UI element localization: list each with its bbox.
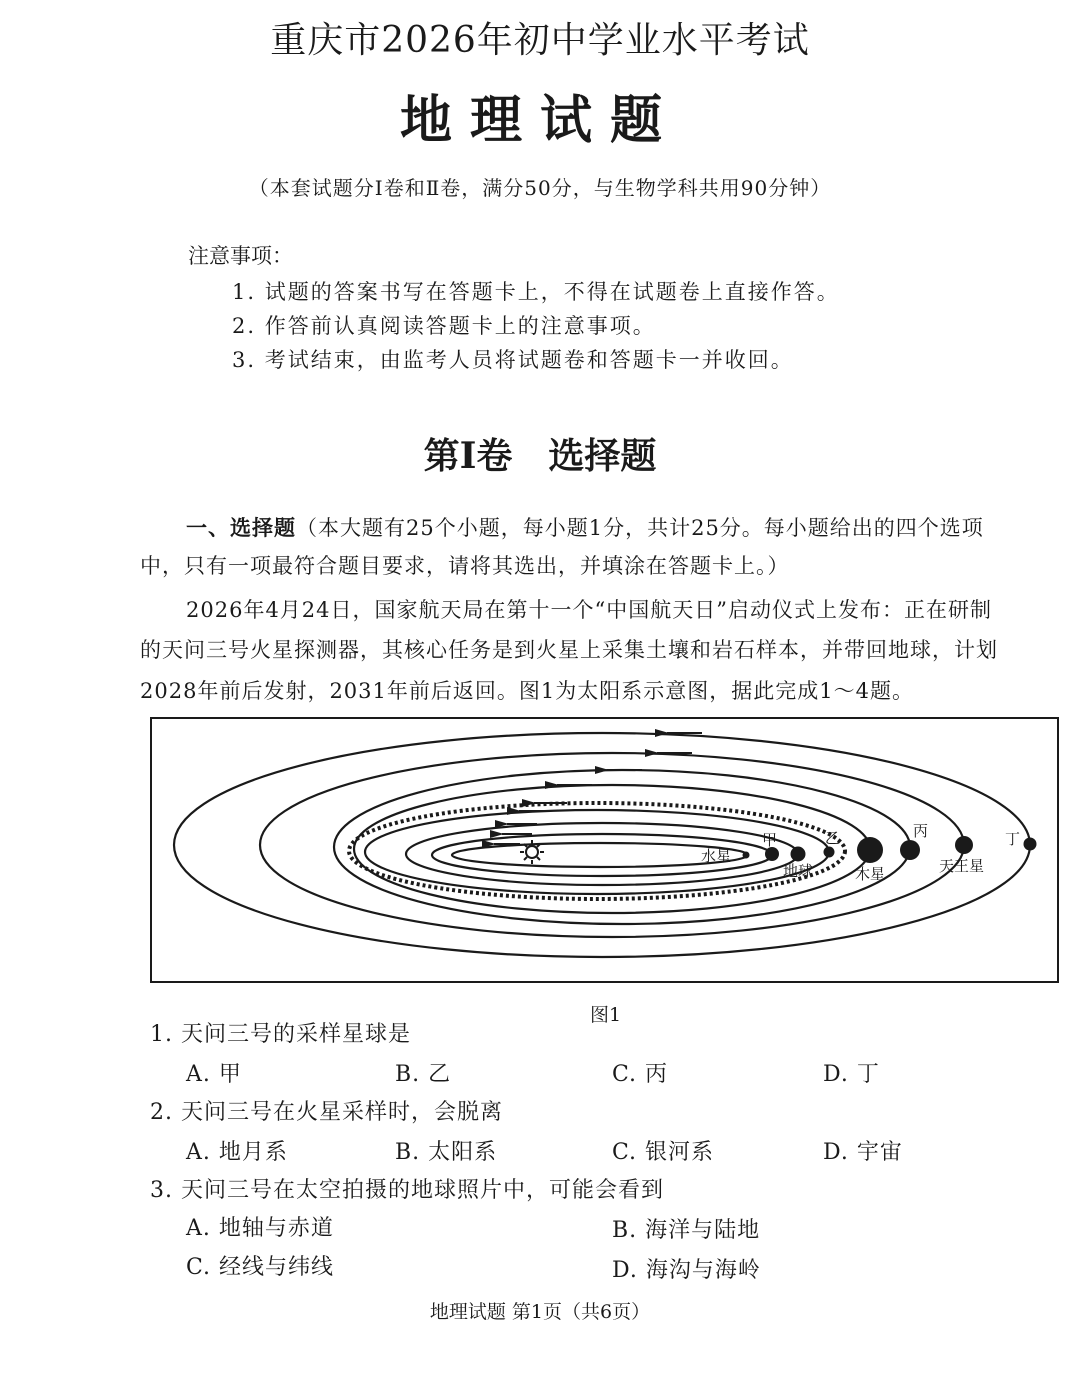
passage-line-2: 的天问三号火星探测器，其核心任务是到火星上采集土壤和岩石样本，并带回地球，计划 xyxy=(140,638,998,662)
question-1-option-a: A. 甲 xyxy=(186,1062,242,1087)
question-2-option-b: B. 太阳系 xyxy=(395,1140,498,1165)
planet-ding xyxy=(1024,838,1037,851)
question-3-option-c: C. 经线与纬线 xyxy=(186,1255,335,1280)
section-title: 第Ⅰ卷 选择题 xyxy=(423,435,657,477)
label-bing: 丙 xyxy=(913,822,929,840)
label-jupiter: 木星 xyxy=(855,865,886,883)
question-3-stem: 3. 天问三号在太空拍摄的地球照片中，可能会看到 xyxy=(150,1178,664,1203)
notice-item-3: 3. 考试结束，由监考人员将试题卷和答题卡一并收回。 xyxy=(232,348,794,372)
planet-bing xyxy=(900,840,920,860)
question-1-option-d: D. 丁 xyxy=(823,1062,880,1087)
part1-label: 一、选择题 xyxy=(186,515,296,540)
notice-item-2: 2. 作答前认真阅读答题卡上的注意事项。 xyxy=(232,314,656,338)
question-2-option-d: D. 宇宙 xyxy=(823,1140,903,1165)
passage-line-3: 2028年前后发射，2031年前后返回。图1为太阳系示意图，据此完成1～4题。 xyxy=(140,679,914,703)
question-3-option-d: D. 海沟与海岭 xyxy=(612,1258,761,1283)
page-footer: 地理试题 第1页（共6页） xyxy=(429,1301,651,1323)
label-yi: 乙 xyxy=(825,829,841,847)
planet-mercury xyxy=(743,852,750,859)
exam-title: 重庆市2026年初中学业水平考试 xyxy=(270,20,810,61)
label-earth: 地球 xyxy=(783,862,814,880)
part1-instruction-line1 xyxy=(186,512,984,542)
passage-line-1: 2026年4月24日，国家航天局在第十一个“中国航天日”启动仪式上发布：正在研制 xyxy=(186,598,992,622)
notice-item-1: 1. 试题的答案书写在答题卡上，不得在试题卷上直接作答。 xyxy=(232,280,840,304)
question-2-option-a: A. 地月系 xyxy=(186,1140,288,1165)
solar-system-diagram xyxy=(152,719,1057,981)
planet-uranus xyxy=(955,836,973,854)
label-jia: 甲 xyxy=(762,831,778,849)
planet-earth xyxy=(791,847,806,862)
planet-yi xyxy=(824,847,835,858)
question-1-stem: 1. 天问三号的采样星球是 xyxy=(150,1022,411,1047)
part1-instruction-text: （本大题有25个小题，每小题1分，共计25分。每小题给出的四个选项 xyxy=(296,516,984,540)
notice-heading: 注意事项： xyxy=(188,244,293,268)
question-1-option-c: C. 丙 xyxy=(612,1062,669,1087)
solar-system-figure xyxy=(150,717,1059,983)
question-2-option-c: C. 银河系 xyxy=(612,1140,715,1165)
planet-jupiter xyxy=(857,837,883,863)
orbit-bing xyxy=(334,770,910,924)
label-ding: 丁 xyxy=(1005,830,1021,848)
figure-caption: 图1 xyxy=(590,1004,622,1026)
question-1-option-b: B. 乙 xyxy=(395,1062,452,1087)
label-mercury: 水星 xyxy=(701,847,732,865)
question-3-option-a: A. 地轴与赤道 xyxy=(186,1216,334,1241)
subject-title: 地理试题 xyxy=(399,90,680,151)
exam-note: （本套试题分Ⅰ卷和Ⅱ卷，满分50分，与生物学科共用90分钟） xyxy=(248,176,832,200)
question-3-option-b: B. 海洋与陆地 xyxy=(612,1218,761,1243)
planet-jia xyxy=(765,847,779,861)
part1-instruction-line2: 中，只有一项最符合题目要求，请将其选出，并填涂在答题卡上。） xyxy=(140,554,790,578)
label-uranus: 天王星 xyxy=(939,857,985,875)
question-2-stem: 2. 天问三号在火星采样时，会脱离 xyxy=(150,1100,503,1125)
